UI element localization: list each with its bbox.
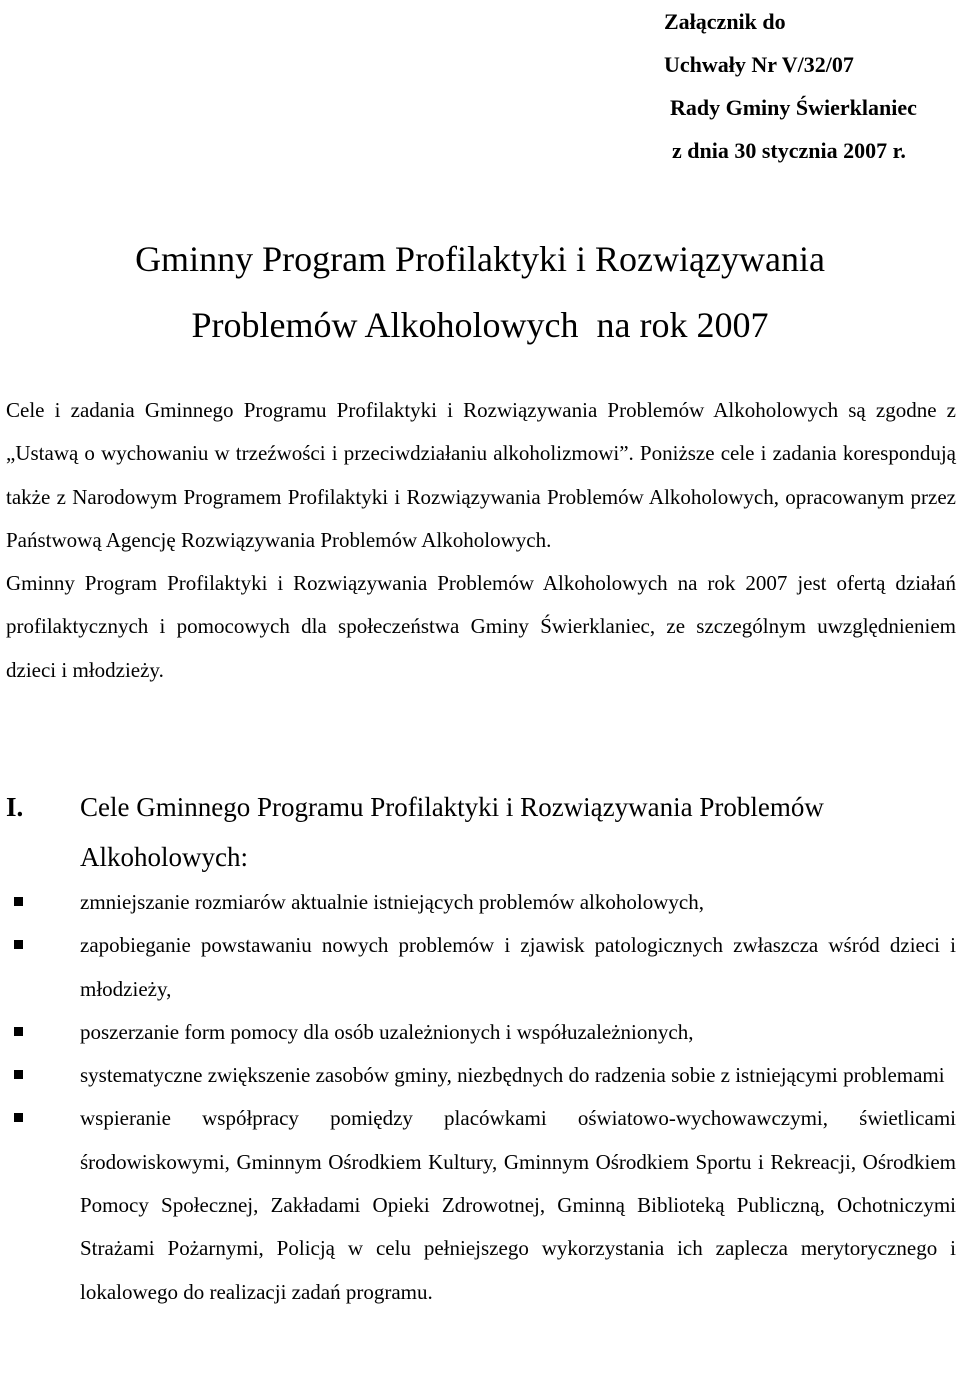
intro-paragraph-1: Cele i zadania Gminnego Programu Profilaktyki i Rozwiązywania Problemów Alkoholowych są zgodne z „Ustawą o wychowaniu w trzeźwości i przeciwdziałaniu alkoholizmowi”. Poniższe cele i zadania korespondują także z Narodowym Programem Profilaktyki i Rozwiązywania Problemów Alkoholowych, opracowanym przez Państwową Agencję Rozwiązywania Problemów Alkoholowych. [6,398,956,552]
intro-section [6,389,956,692]
square-bullet-icon [14,1113,23,1122]
square-bullet-icon [14,1070,23,1079]
document-title-line-2: Problemów Alkoholowych na rok 2007 [191,305,769,345]
section-number: I. [6,792,24,822]
list-item [6,881,956,924]
attachment-line-1: Załącznik do [664,9,786,34]
intro-paragraph-2: Gminny Program Profilaktyki i Rozwiązywania Problemów Alkoholowych na rok 2007 jest ofertą działań profilaktycznych i pomocowych dla społeczeństwa Gminy Świerklaniec, ze szczególnym uwzględnieniem dzieci i młodzieży. [6,571,956,682]
list-item-text: systematyczne zwiększenie zasobów gminy, niezbędnych do radzenia sobie z istniejącymi problemami [80,1063,945,1088]
list-item-text: wspieranie współpracy pomiędzy placówkami oświatowo-wychowawczymi, świetlicami środowiskowymi, Gminnym Ośrodkiem Kultury, Gminnym Ośrodkiem Sportu i Rekreacji, Ośrodkiem Pomocy Społecznej, Zakładami Opieki Zdrowotnej, Gminną Biblioteką Publiczną, Ochotniczymi Strażami Pożarnymi, Policją w celu pełniejszego wykorzystania ich zaplecza merytorycznego i lokalowego do realizacji zadań programu. [80,1106,956,1304]
list-item [6,1011,956,1054]
square-bullet-icon [14,940,23,949]
list-item [6,1054,956,1097]
attachment-line-2: Uchwały Nr V/32/07 [664,52,854,77]
section-heading-text: Cele Gminnego Programu Profilaktyki i Rozwiązywania Problemów Alkoholowych: [80,792,824,872]
square-bullet-icon [14,897,23,906]
list-item-text: zmniejszanie rozmiarów aktualnie istniejących problemów alkoholowych, [80,890,704,914]
list-item [6,1097,956,1313]
goals-list [6,881,956,1314]
list-item-text: poszerzanie form pomocy dla osób uzależnionych i współuzależnionych, [80,1019,694,1044]
document-title-line-1: Gminny Program Profilaktyki i Rozwiązywania [135,239,825,279]
document-title [0,226,960,358]
section-heading [6,782,956,882]
list-item-text: zapobieganie powstawaniu nowych problemów i zjawisk patologicznych zwłaszcza wśród dzieci i młodzieży, [80,933,956,1001]
attachment-line-4: z dnia 30 stycznia 2007 r. [672,138,906,163]
square-bullet-icon [14,1027,23,1036]
attachment-line-3: Rady Gminy Świerklaniec [670,95,917,120]
list-item [6,924,956,1011]
